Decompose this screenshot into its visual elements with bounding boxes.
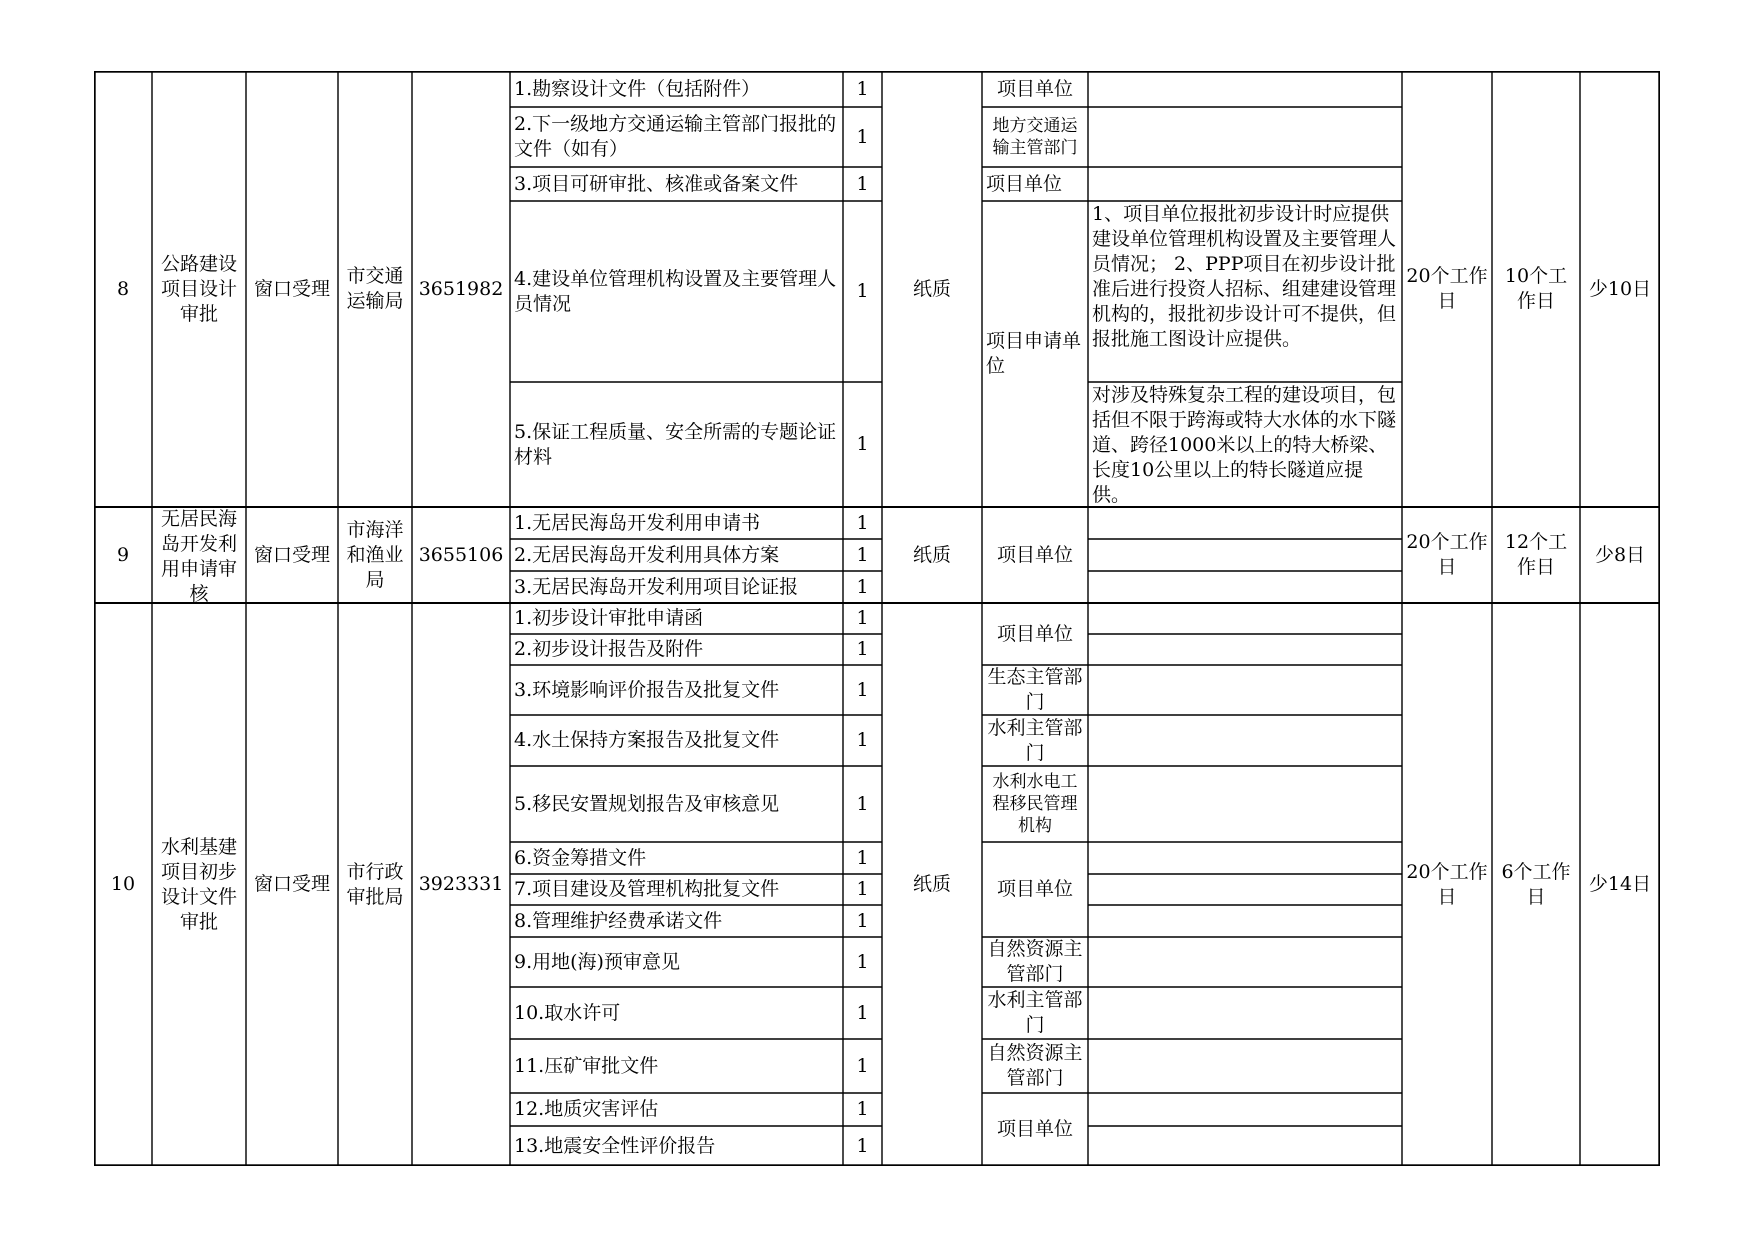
material-qty: 1	[856, 1098, 869, 1120]
material-source: 项目单位	[996, 1118, 1073, 1140]
item-name: 水利基建项目初步设计文件审批	[160, 835, 237, 933]
material-qty: 1	[856, 575, 869, 598]
material-source: 生态主管部门	[987, 666, 1083, 713]
material-source: 自然资源主管部门	[987, 938, 1083, 985]
material-qty: 1	[856, 792, 869, 815]
material-name: 10.取水许可	[514, 1001, 621, 1024]
material-format: 纸质	[912, 543, 951, 566]
material-qty: 1	[856, 678, 869, 701]
department: 市海洋和渔业局	[346, 518, 404, 591]
material-name: 1.初步设计审批申请函	[514, 607, 704, 629]
material-name: 1.勘察设计文件（包括附件）	[514, 77, 761, 100]
material-source: 项目单位	[996, 77, 1073, 100]
row-number: 10	[110, 873, 136, 895]
material-note: 1、项目单位报批初步设计时应提供建设单位管理机构设置及主要管理人员情况； 2、PPP项目在初步设计批准后进行投资人招标、组建建设管理机构的，报批初步设计可不提供，但报批施工图设计应提供。	[1092, 203, 1397, 350]
material-qty: 1	[856, 172, 869, 195]
legal-time-limit: 20个工作日	[1406, 265, 1488, 312]
legal-time-limit: 20个工作日	[1406, 531, 1488, 578]
material-name: 6.资金筹措文件	[514, 846, 647, 869]
handling-method: 窗口受理	[253, 277, 330, 300]
material-format: 纸质	[912, 873, 951, 895]
material-source: 项目单位	[996, 878, 1073, 900]
approval-table	[94, 71, 1660, 1166]
handling-method: 窗口受理	[253, 873, 330, 895]
time-reduction: 少14日	[1588, 873, 1652, 895]
material-source: 水利水电工程移民管理机构	[992, 772, 1078, 836]
material-qty: 1	[856, 280, 869, 302]
promised-time-limit: 10个工作日	[1504, 265, 1568, 312]
material-source: 项目单位	[986, 172, 1063, 195]
material-note: 对涉及特殊复杂工程的建设项目，包括但不限于跨海或特大水体的水下隧道、跨径1000米以上的特大桥梁、长度10公里以上的特长隧道应提供。	[1092, 384, 1397, 506]
material-qty: 1	[856, 1001, 869, 1024]
department: 市交通运输局	[346, 265, 404, 312]
material-qty: 1	[856, 878, 869, 900]
item-code: 3655106	[418, 543, 504, 566]
material-name: 1.无居民海岛开发利用申请书	[514, 511, 761, 534]
time-reduction: 少10日	[1588, 277, 1652, 300]
item-name: 无居民海岛开发利用申请审核	[160, 508, 237, 603]
material-qty: 1	[856, 607, 869, 629]
material-name: 11.压矿审批文件	[514, 1054, 659, 1077]
material-name: 4.建设单位管理机构设置及主要管理人员情况	[514, 267, 837, 315]
promised-time-limit: 6个工作日	[1501, 860, 1571, 908]
handling-method: 窗口受理	[253, 543, 330, 566]
material-source: 水利主管部门	[987, 989, 1083, 1036]
row-number: 8	[116, 277, 130, 300]
item-code: 3651982	[418, 277, 504, 300]
material-name: 5.移民安置规划报告及审核意见	[514, 792, 780, 815]
material-source: 自然资源主管部门	[987, 1042, 1083, 1089]
material-source: 水利主管部门	[987, 716, 1083, 764]
department: 市行政审批局	[346, 860, 404, 908]
material-qty: 1	[856, 433, 869, 455]
material-qty: 1	[856, 638, 869, 660]
material-qty: 1	[856, 950, 869, 973]
material-name: 3.无居民海岛开发利用项目论证报	[514, 575, 799, 598]
material-name: 2.初步设计报告及附件	[514, 638, 704, 660]
item-code: 3923331	[418, 873, 504, 895]
material-name: 4.水土保持方案报告及批复文件	[514, 729, 780, 751]
material-name: 2.无居民海岛开发利用具体方案	[514, 543, 780, 566]
material-name: 2.下一级地方交通运输主管部门报批的文件（如有）	[514, 113, 837, 160]
material-name: 3.项目可研审批、核准或备案文件	[514, 172, 799, 195]
item-name: 公路建设项目设计审批	[160, 252, 237, 325]
time-reduction: 少8日	[1594, 543, 1646, 566]
material-source: 地方交通运输主管部门	[992, 116, 1078, 158]
material-source: 项目单位	[996, 543, 1073, 566]
material-qty: 1	[856, 1054, 869, 1077]
material-name: 12.地质灾害评估	[514, 1098, 659, 1120]
material-qty: 1	[856, 77, 869, 100]
row-number: 9	[116, 543, 130, 566]
material-name: 7.项目建设及管理机构批复文件	[514, 878, 780, 900]
material-name: 5.保证工程质量、安全所需的专题论证材料	[514, 420, 837, 468]
material-name: 8.管理维护经费承诺文件	[514, 909, 723, 932]
material-source: 项目单位	[996, 622, 1073, 645]
material-qty: 1	[856, 909, 869, 932]
material-qty: 1	[856, 846, 869, 869]
legal-time-limit: 20个工作日	[1406, 860, 1488, 908]
material-qty: 1	[856, 729, 869, 751]
material-qty: 1	[856, 125, 869, 148]
material-qty: 1	[856, 1134, 869, 1157]
material-name: 13.地震安全性评价报告	[514, 1134, 716, 1157]
material-format: 纸质	[912, 277, 951, 300]
material-qty: 1	[856, 511, 869, 534]
material-name: 3.环境影响评价报告及批复文件	[514, 678, 780, 701]
promised-time-limit: 12个工作日	[1504, 531, 1568, 578]
material-qty: 1	[856, 543, 869, 566]
material-name: 9.用地(海)预审意见	[514, 950, 680, 973]
material-source: 项目申请单位	[986, 330, 1082, 377]
